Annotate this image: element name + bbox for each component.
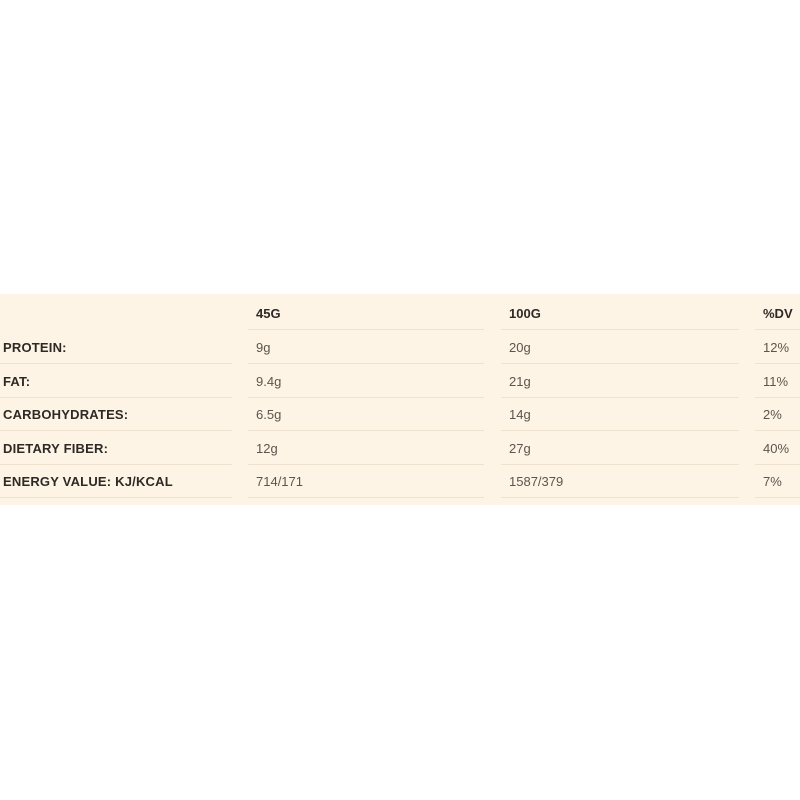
nutrient-label: CARBOHYDRATES:	[0, 397, 232, 431]
nutrient-label: DIETARY FIBER:	[0, 431, 232, 465]
header-dv: %DV	[755, 296, 800, 330]
value-45g: 12g	[248, 431, 484, 465]
value-dv: 12%	[755, 330, 800, 364]
table-row-energy-value	[0, 464, 800, 498]
nutrient-label: PROTEIN:	[0, 330, 232, 364]
table-row-protein	[0, 330, 800, 364]
value-100g: 21g	[501, 364, 739, 398]
value-dv: 40%	[755, 431, 800, 465]
value-100g: 1587/379	[501, 464, 739, 498]
table-row-carbohydrates	[0, 397, 800, 431]
value-45g: 6.5g	[248, 397, 484, 431]
header-45g: 45G	[248, 296, 484, 330]
header-100g: 100G	[501, 296, 739, 330]
value-45g: 9g	[248, 330, 484, 364]
nutrition-table	[0, 294, 800, 505]
nutrient-label: FAT:	[0, 364, 232, 398]
value-45g: 9.4g	[248, 364, 484, 398]
table-row-fat	[0, 364, 800, 398]
value-dv: 2%	[755, 397, 800, 431]
table-header-row	[0, 296, 800, 330]
table-row-dietary-fiber	[0, 431, 800, 465]
value-100g: 27g	[501, 431, 739, 465]
nutrient-label: ENERGY VALUE: KJ/KCAL	[0, 464, 232, 498]
value-dv: 7%	[755, 464, 800, 498]
header-nutrient	[0, 296, 232, 330]
value-45g: 714/171	[248, 464, 484, 498]
value-100g: 14g	[501, 397, 739, 431]
value-dv: 11%	[755, 364, 800, 398]
value-100g: 20g	[501, 330, 739, 364]
